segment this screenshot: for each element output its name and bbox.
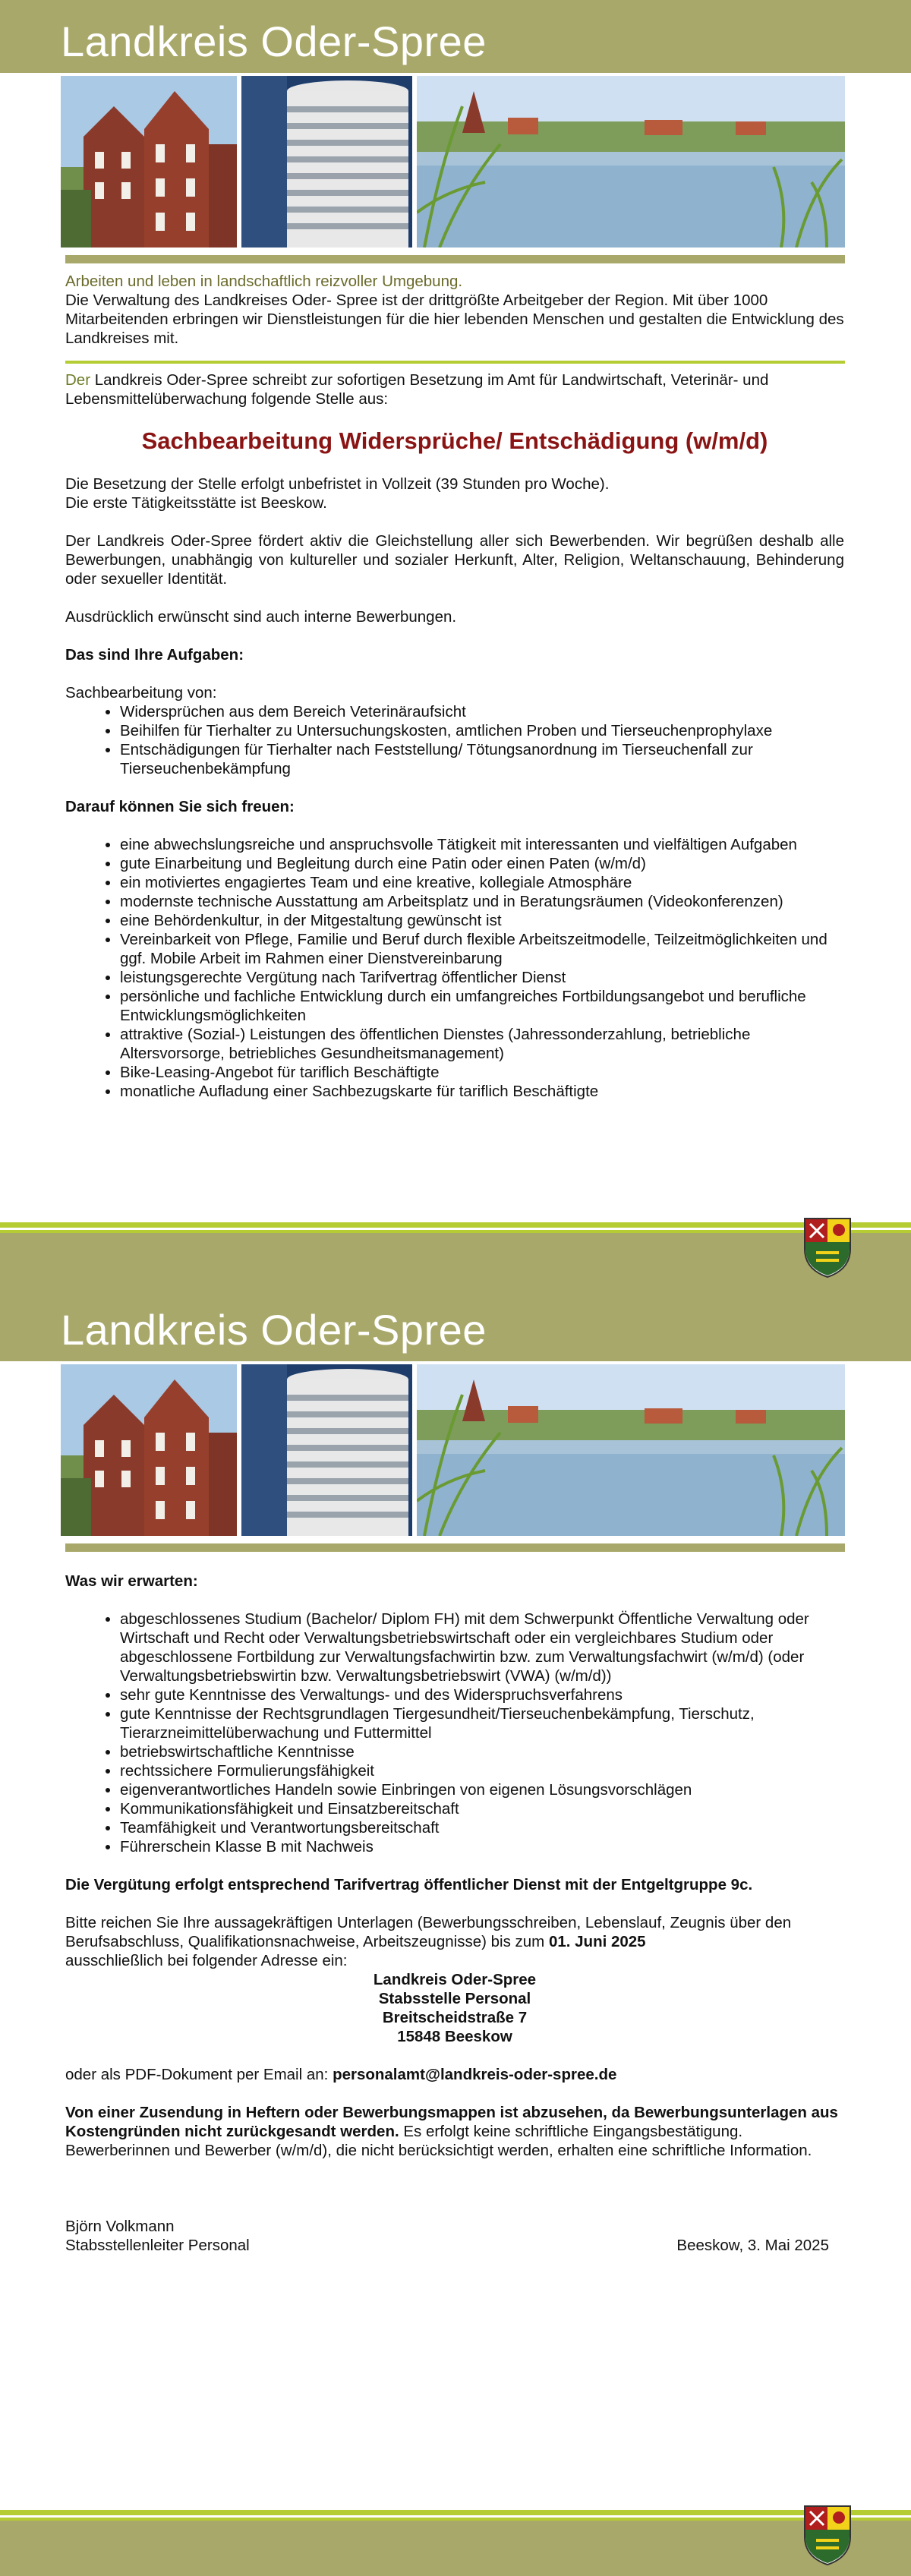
terms-line-1: Die Besetzung der Stelle erfolgt unbefristet in Vollzeit (39 Stunden pro Woche). xyxy=(65,475,610,493)
announcement xyxy=(65,370,844,408)
pay-statement: Die Vergütung erfolgt entsprechend Tarifvertrag öffentlicher Dienst mit der Entgeltgruppe 9c. xyxy=(65,1876,753,1893)
benefits-list xyxy=(65,835,844,1101)
address-block xyxy=(65,1970,844,2046)
tasks-list xyxy=(65,702,844,778)
photo-round-tower xyxy=(241,1364,412,1536)
list-item: • attraktive (Sozial-) Leistungen des öffentlichen Dienstes (Jahressonderzahlung, betriebliche Altersvorsorge, betriebliches Gesundheitsmanagement) xyxy=(120,1025,844,1063)
header-band xyxy=(0,1288,911,1361)
header-photos xyxy=(61,1364,845,1536)
list-item: • Führerschein Klasse B mit Nachweis xyxy=(120,1837,844,1856)
notice-bold: Von einer Zusendung in Heftern oder Bewerbungsmappen ist abzusehen, da Bewerbungsunterlagen aus Kostengründen nicht zurückgesandt werden. xyxy=(65,2104,838,2140)
list-item: • modernste technische Ausstattung am Arbeitsplatz und in Beratungsräumen (Videokonferenzen) xyxy=(120,892,844,911)
apply-text: Bitte reichen Sie Ihre aussagekräftigen Unterlagen (Bewerbungsschreiben, Lebenslauf, Zeugnis über den Berufsabschluss, Qualifikationsnachweise, Arbeitszeugnisse) bis zum xyxy=(65,1914,792,1950)
list-item: • gute Einarbeitung und Begleitung durch eine Patin oder einen Paten (w/m/d) xyxy=(120,854,844,873)
signer-name: Björn Volkmann xyxy=(65,2218,175,2235)
notice-text: Es erfolgt keine schriftliche Eingangsbestätigung. Bewerberinnen und Bewerber (w/m/d), die nicht berücksichtigt werden, erhalten eine schriftliche Information. xyxy=(65,2123,812,2159)
list-item: • leistungsgerechte Vergütung nach Tarifvertrag öffentlicher Dienst xyxy=(120,968,844,987)
coat-of-arms-icon xyxy=(801,2502,854,2566)
list-item: • Vereinbarkeit von Pflege, Familie und Beruf durch flexible Arbeitszeitmodelle, Teilzeitmöglichkeiten und ggf. Mobile Arbeit im Rahmen einer Dienstvereinbarung xyxy=(120,930,844,968)
header-divider xyxy=(65,1543,845,1552)
intro-block xyxy=(65,272,844,348)
header-title: Landkreis Oder-Spree xyxy=(61,17,487,65)
list-item: • betriebswirtschaftliche Kenntnisse xyxy=(120,1742,844,1761)
photo-lake-town xyxy=(417,76,845,248)
address-line: Landkreis Oder-Spree xyxy=(373,1971,537,1988)
list-item: • Bike-Leasing-Angebot für tariflich Beschäftigte xyxy=(120,1063,844,1082)
list-item: • Beihilfen für Tierhalter zu Untersuchungskosten, amtlichen Proben und Tierseuchenprophylaxe xyxy=(120,721,844,740)
list-item: • eine abwechslungsreiche und anspruchsvolle Tätigkeit mit interessanten und vielfältigen Aufgaben xyxy=(120,835,844,854)
footer-page2 xyxy=(0,2510,911,2576)
tasks-heading: Das sind Ihre Aufgaben: xyxy=(65,646,244,664)
header-band xyxy=(0,0,911,73)
address-line: Breitscheidstraße 7 xyxy=(382,2009,528,2026)
list-item: • Kommunikationsfähigkeit und Einsatzbereitschaft xyxy=(120,1799,844,1818)
list-item: • eigenverantwortliches Handeln sowie Einbringen von eigenen Lösungsvorschlägen xyxy=(120,1780,844,1799)
list-item: • gute Kenntnisse der Rechtsgrundlagen Tiergesundheit/Tierseuchenbekämpfung, Tierschutz, Tierarzneimittelüberwachung und Futtermittel xyxy=(120,1704,844,1742)
signer-role: Stabsstellenleiter Personal xyxy=(65,2237,250,2254)
intro-text: Die Verwaltung des Landkreises Oder- Spree ist der drittgrößte Arbeitgeber der Region. Mit über 1000 Mitarbeitenden erbringen wir Dienstleistungen für die hier lebenden Menschen und gestalten die Entwicklung des Landkreises mit. xyxy=(65,292,844,347)
body-page2 xyxy=(65,1572,844,2255)
photo-round-tower xyxy=(241,76,412,248)
announce-prefix: Der xyxy=(65,371,91,389)
requirements-heading: Was wir erwarten: xyxy=(65,1572,198,1590)
coat-of-arms-icon xyxy=(801,1215,854,1279)
intro-divider xyxy=(65,361,845,364)
internal-note: Ausdrücklich erwünscht sind auch interne Bewerbungen. xyxy=(65,608,457,626)
list-item: • Entschädigungen für Tierhalter nach Feststellung/ Tötungsanordnung im Tierseuchenfall zur Tierseuchenbekämpfung xyxy=(120,740,844,778)
photo-brick-building xyxy=(61,76,237,248)
list-item: • rechtssichere Formulierungsfähigkeit xyxy=(120,1761,844,1780)
header-title: Landkreis Oder-Spree xyxy=(61,1306,487,1354)
footer-page1 xyxy=(0,1222,911,1288)
benefits-heading: Darauf können Sie sich freuen: xyxy=(65,798,295,815)
list-item: • ein motiviertes engagiertes Team und eine kreative, kollegiale Atmosphäre xyxy=(120,873,844,892)
list-item: • Teamfähigkeit und Verantwortungsbereitschaft xyxy=(120,1818,844,1837)
list-item: • abgeschlossenes Studium (Bachelor/ Diplom FH) mit dem Schwerpunkt Öffentliche Verwaltung oder Wirtschaft und Recht oder Verwaltungsbetriebswirtschaft oder ein vergleichbares Studium oder abgeschlossene Fortbildung zur Verwaltungsfachwirtin bzw. zum Verwaltungsfachwirt (w/m/d) (oder Verwaltungsbetriebswirtin bzw. Verwaltungsbetriebswirt (VWA) (w/m/d)) xyxy=(120,1610,844,1685)
header-photos xyxy=(61,76,845,248)
page-2 xyxy=(0,1288,911,2576)
address-line: 15848 Beeskow xyxy=(397,2028,512,2045)
announce-text: Landkreis Oder-Spree schreibt zur sofortigen Besetzung im Amt für Landwirtschaft, Veterinär- und Lebensmittelüberwachung folgende Stelle aus: xyxy=(65,371,769,408)
email-prefix: oder als PDF-Dokument per Email an: xyxy=(65,2066,333,2083)
requirements-list xyxy=(65,1610,844,1856)
list-item: • eine Behördenkultur, in der Mitgestaltung gewünscht ist xyxy=(120,911,844,930)
photo-brick-building xyxy=(61,1364,237,1536)
address-line: Stabsstelle Personal xyxy=(378,1990,531,2007)
list-item: • sehr gute Kenntnisse des Verwaltungs- und des Widerspruchsverfahrens xyxy=(120,1685,844,1704)
terms-line-2: Die erste Tätigkeitsstätte ist Beeskow. xyxy=(65,494,327,512)
photo-lake-town xyxy=(417,1364,845,1536)
job-title: Sachbearbeitung Widersprüche/ Entschädigung (w/m/d) xyxy=(141,427,768,454)
place-date: Beeskow, 3. Mai 2025 xyxy=(676,2237,829,2254)
apply-text-2: ausschließlich bei folgender Adresse ein: xyxy=(65,1952,348,1969)
tasks-intro: Sachbearbeitung von: xyxy=(65,684,217,702)
header-divider xyxy=(65,255,845,263)
deadline: 01. Juni 2025 xyxy=(548,1933,646,1950)
list-item: • Widersprüchen aus dem Bereich Veterinäraufsicht xyxy=(120,702,844,721)
list-item: • persönliche und fachliche Entwicklung durch ein umfangreiches Fortbildungsangebot und berufliche Entwicklungsmöglichkeiten xyxy=(120,987,844,1025)
body-page1 xyxy=(65,475,844,1101)
list-item: • monatliche Aufladung einer Sachbezugskarte für tariflich Beschäftigte xyxy=(120,1082,844,1101)
email-link[interactable]: personalamt@landkreis-oder-spree.de xyxy=(333,2066,617,2083)
equality-statement: Der Landkreis Oder-Spree fördert aktiv die Gleichstellung aller sich Bewerbenden. Wir begrüßen deshalb alle Bewerbungen, unabhängig von kultureller und sozialer Herkunft, Alter, Religion, Weltanschauung, Behinderung oder sexueller Identität. xyxy=(65,532,844,588)
intro-tagline: Arbeiten und leben in landschaftlich reizvoller Umgebung. xyxy=(65,273,463,290)
